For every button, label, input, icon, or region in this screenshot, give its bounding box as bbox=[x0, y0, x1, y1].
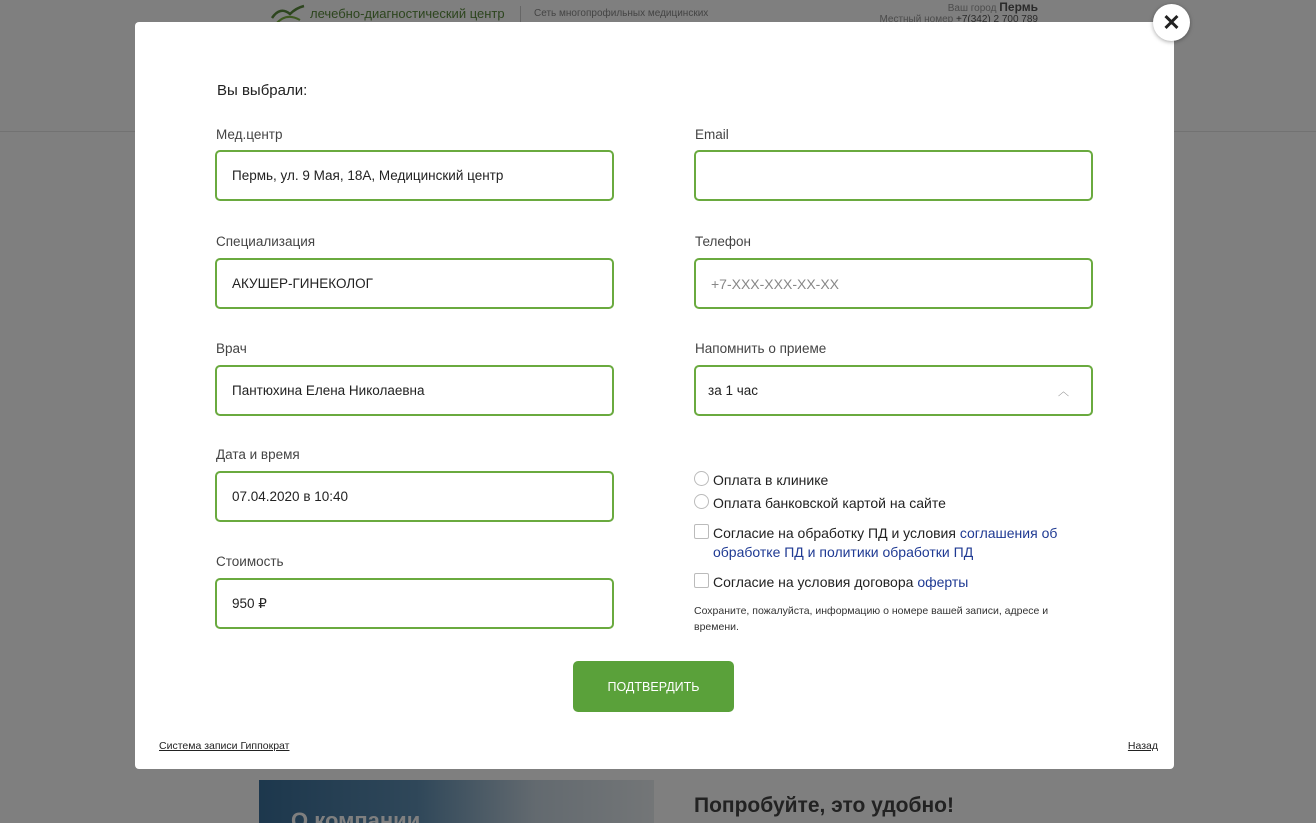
medcenter-value: Пермь, ул. 9 Мая, 18А, Медицинский центр bbox=[232, 168, 504, 183]
phone-field[interactable] bbox=[694, 258, 1093, 309]
payment-option-clinic[interactable] bbox=[694, 471, 1074, 490]
hippocrat-system-link[interactable]: Система записи Гиппократ bbox=[159, 740, 290, 752]
doctor-label: Врач bbox=[216, 341, 247, 356]
radio-clinic[interactable] bbox=[694, 471, 709, 486]
email-field[interactable] bbox=[694, 150, 1093, 201]
chevron-up-icon: ︿ bbox=[1058, 385, 1069, 398]
specialization-label: Специализация bbox=[216, 234, 316, 249]
payment-clinic-label: Оплата в клинике bbox=[713, 472, 829, 488]
payment-card-label: Оплата банковской картой на сайте bbox=[713, 495, 946, 511]
consent-offer-text bbox=[713, 573, 968, 592]
email-input[interactable] bbox=[711, 168, 1076, 184]
reminder-value: за 1 час bbox=[708, 383, 758, 398]
booking-modal bbox=[135, 22, 1174, 769]
consent-offer-label: Согласие на условия договора bbox=[713, 574, 918, 590]
reminder-select[interactable] bbox=[694, 365, 1093, 416]
confirm-button[interactable]: ПОДТВЕРДИТЬ bbox=[573, 661, 734, 712]
consent-offer-checkbox[interactable] bbox=[694, 573, 709, 588]
radio-card[interactable] bbox=[694, 494, 709, 509]
doctor-field[interactable] bbox=[215, 365, 614, 416]
datetime-field[interactable] bbox=[215, 471, 614, 522]
medcenter-field[interactable] bbox=[215, 150, 614, 201]
consent-pd-row[interactable] bbox=[694, 524, 1074, 562]
close-icon[interactable]: ✕ bbox=[1153, 4, 1190, 41]
cost-label: Стоимость bbox=[216, 554, 284, 569]
doctor-value: Пантюхина Елена Николаевна bbox=[232, 383, 425, 398]
phone-label: Телефон bbox=[695, 234, 752, 249]
cost-field[interactable] bbox=[215, 578, 614, 629]
email-label: Email bbox=[695, 127, 729, 142]
datetime-label: Дата и время bbox=[216, 447, 300, 462]
specialization-field[interactable] bbox=[215, 258, 614, 309]
reminder-label: Напомнить о приеме bbox=[695, 341, 827, 356]
save-info-note: Сохраните, пожалуйста, информацию о номере вашей записи, адресе и времени. bbox=[694, 605, 1049, 633]
consent-offer-row[interactable] bbox=[694, 573, 1074, 592]
consent-pd-label: Согласие на обработку ПД и условия bbox=[713, 525, 960, 541]
offer-link[interactable]: оферты bbox=[917, 574, 969, 590]
consent-pd-checkbox[interactable] bbox=[694, 524, 709, 539]
modal-heading: Вы выбрали: bbox=[217, 82, 308, 99]
phone-input[interactable] bbox=[711, 276, 1076, 292]
payment-option-card[interactable] bbox=[694, 494, 1074, 513]
datetime-value: 07.04.2020 в 10:40 bbox=[232, 489, 349, 504]
back-link[interactable]: Назад bbox=[1127, 740, 1158, 752]
cost-value: 950 ₽ bbox=[232, 595, 267, 611]
medcenter-label: Мед.центр bbox=[216, 127, 283, 142]
consent-pd-text bbox=[713, 524, 1074, 562]
consent-pd-link[interactable]: соглашения об обработке ПД и политики обработки ПД bbox=[713, 525, 1058, 560]
specialization-value: АКУШЕР-ГИНЕКОЛОГ bbox=[232, 276, 373, 291]
